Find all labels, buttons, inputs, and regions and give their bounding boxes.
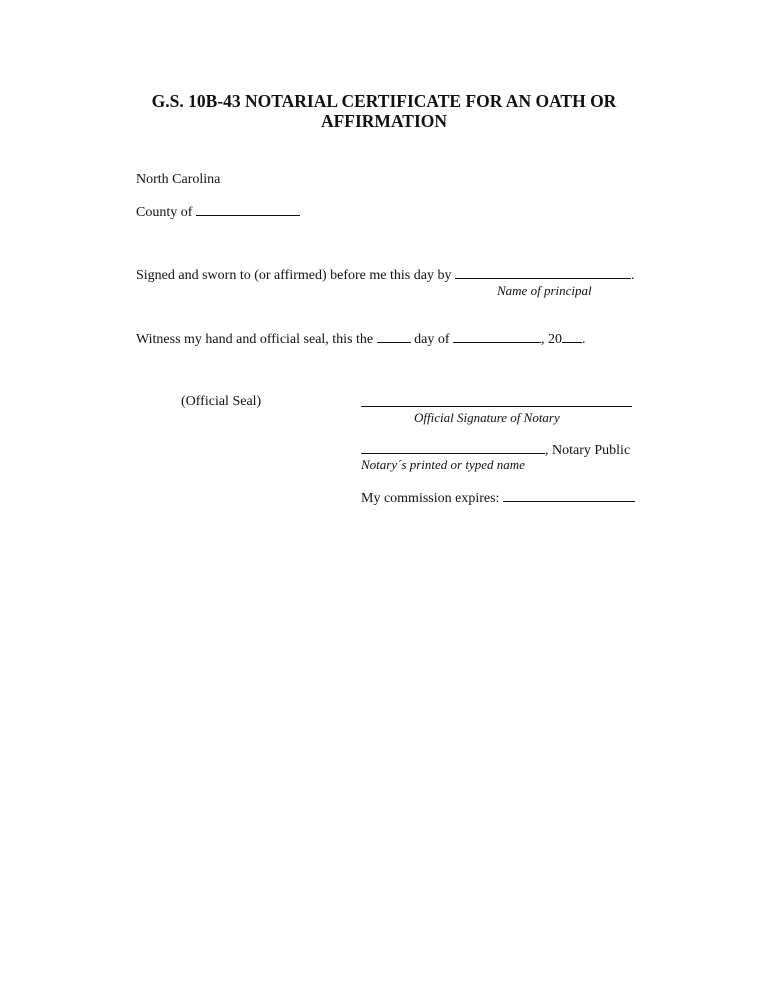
official-seal-label: (Official Seal) (181, 394, 262, 409)
sworn-period: . (630, 268, 635, 283)
commission-expiry-blank[interactable] (503, 489, 635, 502)
witness-text-4: . (582, 332, 586, 347)
title-line-1: G.S. 10B-43 NOTARIAL CERTIFICATE FOR AN OATH OR (151, 91, 617, 111)
principal-name-blank[interactable] (455, 266, 631, 279)
day-blank[interactable] (377, 330, 411, 343)
county-line (136, 203, 300, 221)
commission-label: My commission expires: (361, 491, 500, 506)
sworn-text: Signed and sworn to (or affirmed) before me this day by (136, 268, 452, 283)
notary-public-suffix: , Notary Public (545, 443, 631, 458)
county-label: County of (136, 205, 193, 220)
witness-text-3: , 20 (541, 332, 563, 347)
month-blank[interactable] (453, 330, 541, 343)
notary-name-caption: Notary´s printed or typed name (361, 457, 525, 472)
notary-signature-line[interactable] (361, 406, 632, 407)
state-name: North Carolina (136, 172, 221, 187)
county-blank[interactable] (196, 203, 300, 216)
signature-caption: Official Signature of Notary (414, 410, 560, 425)
title-line-2: AFFIRMATION (320, 111, 448, 131)
witness-text-2: day of (414, 332, 450, 347)
commission-line (361, 489, 635, 507)
sworn-line (136, 266, 634, 284)
notary-name-blank[interactable] (361, 441, 545, 454)
year-blank[interactable] (562, 330, 582, 343)
principal-caption: Name of principal (497, 283, 592, 298)
witness-line (136, 330, 586, 348)
witness-text-1: Witness my hand and official seal, this the (136, 332, 374, 347)
